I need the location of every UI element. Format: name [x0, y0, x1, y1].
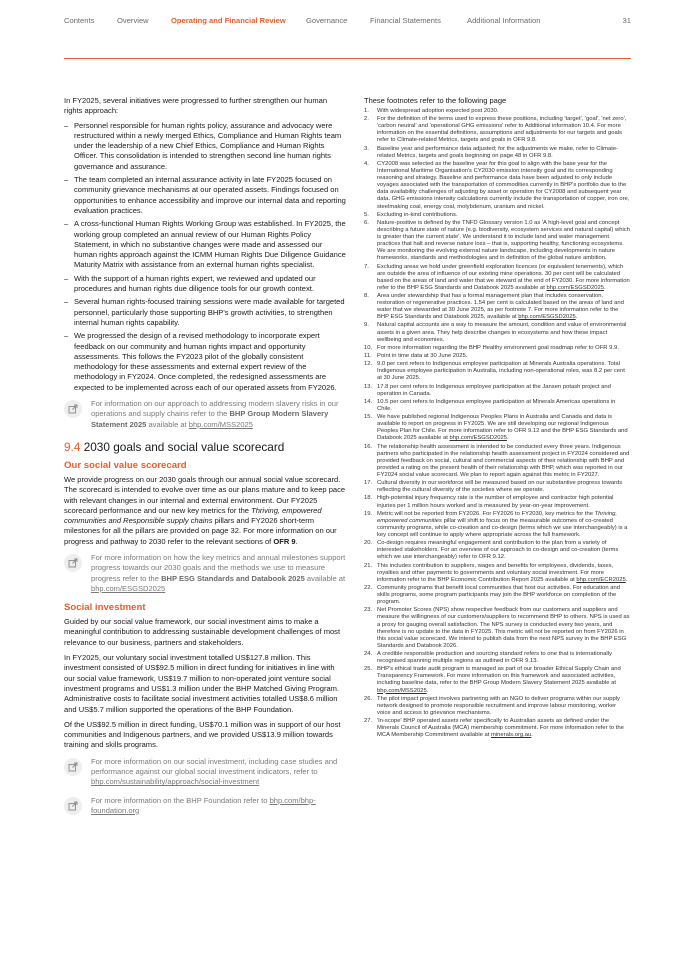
callout-modern-slavery: For information on our approach to addressing modern slavery risks in our operations and supply chains refer to the BHP Group Modern Slavery Statement 2025 available at bhp.com/MSS2025: [64, 399, 346, 430]
intro-paragraph: In FY2025, several initiatives were progressed to further strengthen our human rights approach:: [64, 96, 328, 116]
footnote-item: 18. High-potential injury frequency rate is the number of employee and contractor high potential injuries per 1 million hours worked and is measured by year-on-year improvement.: [364, 495, 614, 509]
footnote-item: 7. Excluding areas we hold under greenfield exploration licences (or equivalent tenements), which are outside the area of influence of our existing mine operations. 30 per cent will be calculated based on the areas of land and water that we steward at the end of FY2030. For more information refer to the BHP ESG Standards and Databook 2025 available at bhp.com/ESGSD2025.: [364, 263, 630, 291]
footnote-item: 16. The relationship health assessment is intended to be conducted every three years. Indigenous partners who participated in the relationship health assessment project in FY2024 considered and provided feedback on social, cultural and commercial aspects of their relationship with BHP and provided a rating on the present health of their relationship with BHP, which was reported in our FY2024 social value scorecard. We plan to report again against this metric in FY2027.: [364, 443, 630, 478]
footnote-item: 3. Baseline year and performance data adjusted; for the adjustments we make, refer to Climate-related Metrics, targets and goals beginning on page 48 in OFR 9.8.: [364, 145, 619, 159]
nav-overview[interactable]: Overview: [117, 16, 149, 25]
footnotes-column: [364, 96, 631, 741]
footnote-item: 20. Co-design requires meaningful engagement and contribution to the plan from a variety of interested stakeholders. For an overview of our approach to co-design and co-creation (terms which we use interchangeably) refer to OFR 9.12.: [364, 540, 619, 561]
link-esgsd2025[interactable]: bhp.com/ESGSD2025: [91, 583, 166, 593]
footnote-item: 6. Nature-positive is defined by the TNFD Glossary version 1.0 as 'A high-level goal and concept describing a future state of nature (e.g. biodiversity, ecosystem services and natural capital) which is greater than the current state'. We understand it to include land and water management practices that halt and reverse nature loss – that is, supporting healthy, functioning ecosystems. We are monitoring the evolving external nature landscape, including developments in nature frameworks, standards and methodologies and in definition of the global nature ambition.: [364, 219, 630, 262]
section-heading: [64, 440, 346, 454]
list-item: – The team completed an internal assurance activity in late FY2025 focused on community grievance mechanisms at our operated assets. Findings focused on opportunities to enhance accessibility and improve our internal data and reporting evaluation practices.: [64, 175, 346, 216]
external-link-icon: [64, 554, 82, 572]
social-paragraph-3: Of the US$92.5 million in direct funding, US$70.1 million was in support of our host communities and Indigenous partners, and we provided US$13.9 million towards training and skills programs.: [64, 719, 341, 750]
footnote-item: 19. Metric will not be reported from FY2026. For FY2026 to FY2030, key metrics for the Thriving, empowered communities pillar will shift to focus on the measurable outcomes of co-created community programs, while co-creation and co-design (terms which we use interchangeably) is a key concept will continue to apply where appropriate across the full framework.: [364, 510, 628, 539]
header-rule: [64, 58, 631, 59]
footnote-item: 12. 9.0 per cent refers to Indigenous employee participation at Minerals Australia operations. Total Indigenous employee participation in Australia, including non-operational roles, was 8.2 per cent at 30 June 2025.: [364, 361, 625, 382]
list-item: – With the support of a human rights expert, we reviewed and updated our procedures and human rights due diligence tools for our growth context.: [64, 274, 346, 295]
footnote-item: 23. Net Promoter Scores (NPS) show respective feedback from our customers and suppliers and measure the willingness of our customers/suppliers to recommend BHP to others. NPS is used as a proxy for gauging overall satisfaction. The NPS survey is conducted every two years, and therefore is no update to the data in FY2025. This metric will not be reported on from FY2026 in this social value scorecard. We intend to publish data from the next NPS survey in the BHP ESG Standards and Databook 2026.: [364, 607, 630, 649]
external-link-icon: [64, 400, 82, 418]
footnote-item: 22. Community programs that benefit local communities that host our activities. For education and skills programs, some program participants may join the BHP workforce on completion of the program.: [364, 584, 620, 606]
footnote-item: 25. BHP's ethical trade audit program is managed as part of our broader Ethical Supply Chain and Transparency Framework. For more information on this framework and associated activities, including baseline data, refer to the BHP Group Modern Slavery Statement 2025 available at bhp.com/MSS2025.: [364, 666, 621, 694]
footnote-link[interactable]: bhp.com/ESGSD2025: [546, 284, 604, 291]
section-number: 9.4: [64, 439, 81, 454]
footnote-item: 4. CY2008 was selected as the baseline year for this goal to align with the base year for the International Maritime Organisation's CY2030 emission intensity goal and its corresponding reasoning and strategy. Baseline and performance data have been adjusted to only include voyages associated with the transportation of commodities currently in BHP's portfolio due to the data availability challenges of adjusting by asset or operation for CY2008 and subsequent year data. GHG emissions intensity calculations currently include the transportation of copper, iron ore, steelmaking coal, energy coal, molybdenum, uranium and nickel.: [364, 160, 630, 210]
footnote-item: 24. A credible responsible production and sourcing standard refers to one that is internationally recognised spanning multiple regions as outlined in OFR 9.13.: [364, 651, 612, 665]
footnote-link[interactable]: bhp.com/ESGSD2025: [449, 435, 507, 442]
footnotes-title: These footnotes refer to the following page: [364, 96, 507, 105]
footnote-link[interactable]: bhp.com/ESGSD2025: [518, 314, 576, 321]
footnote-item: 14. 10.5 per cent refers to Indigenous employee participation at Minerals Americas operations in Chile.: [364, 398, 616, 412]
footnote-item: 27. 'In-scope' BHP operated assets refer specifically to Australian assets as defined under the Minerals Council of Australia (MCA) membership commitment. For more information refer to the MCA Membership Commitment available at minerals.org.au.: [364, 718, 624, 739]
link-mss2025[interactable]: bhp.com/MSS2025: [188, 419, 253, 429]
footnote-item: 17. Cultural diversity in our workforce will be measured based on our substantive progress towards reflecting the cultural diversity of the societies where we operate.: [364, 480, 623, 494]
callout-esg-databook: For more information on how the key metrics and annual milestones support progress towards our 2030 goals and the methods we use to measure progress refer to the BHP ESG Standards and Databook 2025 available at bhp.com/ESGSD2025: [64, 553, 346, 594]
nav-operating-financial-review[interactable]: Operating and Financial Review: [171, 16, 286, 25]
left-column: [64, 96, 346, 824]
social-paragraph-1: Guided by our social value framework, our social investment aims to make a meaningful contribution to addressing sustainable development challenges of most relevance to our business, partners and stakeholders.: [64, 617, 341, 647]
footnote-link[interactable]: bhp.com/MSS2025: [377, 687, 427, 694]
scorecard-paragraph: We provide progress on our 2030 goals through our annual social value scorecard. The scorecard is intended to evolve over time as our plans mature and to keep pace with relevant changes in our internal and external environment. Our FY2025 scorecard performance and our new key metrics for the Thriving, empowered communities and Responsible supply chains pillars and FY2026 short-term milestones for all the pillars are provided on page 32. For more information on our progress and pathway to 2030 refer to the relevant sections of OFR 9.: [64, 474, 346, 546]
list-item: – Personnel responsible for human rights policy, assurance and advocacy were restructured within a newly merged Ethics, Compliance and Human Rights team under the leadership of a new Chief Ethics, Compliance and Human Rights Officer. This consolidation is intended to strengthen second line human rights governance and assurance.: [64, 121, 346, 172]
list-item: – We progressed the design of a revised methodology to incorporate expert feedback on our community and human rights impact and opportunity assessments. This follows the FY2023 pilot of the globally consistent methodology for these assessments and external expert review of the methodology in FY2024. Once completed, the redesigned assessments are expected to be implemented across each of our operated assets from FY2026.: [64, 331, 346, 393]
callout-social-investment: For more information on our social investment, including case studies and performance against our global social investment indicators, refer to bhp.com/sustainability/approach/social-investment: [64, 757, 346, 788]
nav-financial-statements[interactable]: Financial Statements: [370, 16, 441, 25]
social-paragraph-2: In FY2025, our voluntary social investment totalled US$127.8 million. This investment consisted of US$92.5 million in direct funding for initiatives in line with our social value framework, US$19.7 million to non-operated joint venture social investment programs and US$1.3 million under the BHP Matched Giving Program. Administrative costs to facilitate social investment activities totalled US$8.6 million and US$5.7 million supported the operations of the BHP Foundation.: [64, 653, 340, 714]
nav-additional-information[interactable]: Additional Information: [467, 16, 541, 25]
callout-bold: BHP Group Modern Slavery Statement 2025: [91, 409, 329, 429]
footnote-item: 21. This includes contribution to suppliers, wages and benefits for employees, dividends, taxes, royalties and other payments to governments and voluntary social investment. For more information refer to the BHP Economic Contribution Report 2025 available at bhp.com/ECR2025.: [364, 562, 628, 583]
subheading-scorecard: Our social value scorecard: [64, 459, 187, 471]
footnote-item: 13. 17.8 per cent refers to Indigenous employee participation at the Jansen potash project and operation in Canada.: [364, 383, 611, 397]
footnote-item: 5. Excluding in-kind contributions.: [364, 211, 458, 218]
footnote-item: 1. With widespread adoption expected post 2030.: [364, 108, 499, 114]
link-bhp-foundation[interactable]: bhp.com/bhp-foundation.org: [91, 795, 316, 815]
initiatives-list: [64, 121, 346, 393]
subheading-social-investment: Social investment: [64, 602, 146, 614]
external-link-icon: [64, 758, 82, 776]
footnote-item: 15. We have published regional Indigenous Peoples Plans in Australia and Canada and data is available to report on progress in FY2025. We are still developing our regional Indigenous Peoples Plan for Chile. For more information refer to OFR 9.12 and the BHP ESG Standards and Databook 2025 available at bhp.com/ESGSD2025.: [364, 414, 628, 442]
list-item: – Several human rights-focused training sessions were made available for targeted personnel, particularly those supporting BHP's growth activities, to strengthen internal human rights capability.: [64, 297, 346, 328]
footnote-link[interactable]: minerals.org.au: [491, 732, 532, 739]
footnote-link[interactable]: bhp.com/ECR2025: [576, 576, 626, 583]
footnotes-list: [364, 108, 631, 739]
callout-bhp-foundation: For more information on the BHP Foundation refer to bhp.com/bhp-foundation.org: [64, 796, 346, 817]
section-title: 2030 goals and social value scorecard: [83, 439, 285, 454]
footnote-item: 11. Point in time data at 30 June 2025.: [364, 353, 468, 360]
top-navigation: [64, 16, 631, 30]
external-link-icon: [64, 797, 82, 815]
list-item: – A cross-functional Human Rights Working Group was established. In FY2025, the working group completed an annual review of our Human Rights Policy Statement, in which no substantive changes were made and assessed our human rights approach against the ICMM Human Rights Due Diligence Guidance Maturity Matrix with assistance from an external human rights specialist.: [64, 219, 346, 270]
nav-governance[interactable]: Governance: [306, 16, 348, 25]
link-social-investment[interactable]: bhp.com/sustainability/approach/social-investment: [91, 777, 260, 787]
footnote-item: 2. For the definition of the terms used to express these positions, including 'target', 'goal', 'net zero', 'carbon neutral' and 'operational GHG emissions' refer to Additional information 10.4. For more information on the essential definitions, assumptions and adjustments for our targets and goals refer to Climate-related Metrics, targets and goals in OFR 9.8.: [364, 116, 627, 144]
footnote-item: 10. For more information regarding the BHP Healthy environment goal roadmap refer to OFR 9.9.: [364, 344, 619, 351]
footnote-item: 8. Area under stewardship that has a formal management plan that includes conservation, restoration or regenerative practices. 1.54 per cent is calculated based on the areas of land and water that we stewarded at 30 June 2025, as per footnote 7. For more information refer to the BHP ESG Standards and Databook 2025, available at bhp.com/ESGSD2025.: [364, 293, 624, 321]
page-number: 31: [622, 16, 631, 25]
footnote-item: 9. Natural capital accounts are a way to measure the amount, condition and value of environmental assets in a given area. They help describe changes in ecosystems and how these impact wellbeing and economies.: [364, 322, 627, 343]
nav-contents[interactable]: Contents: [64, 16, 95, 25]
footnote-item: 26. The pilot impact project involves partnering with an NGO to deliver programs within our supply network designed to promote responsible recruitment and improve labour monitoring, worker voice and access to grievance mechanisms.: [364, 695, 620, 716]
